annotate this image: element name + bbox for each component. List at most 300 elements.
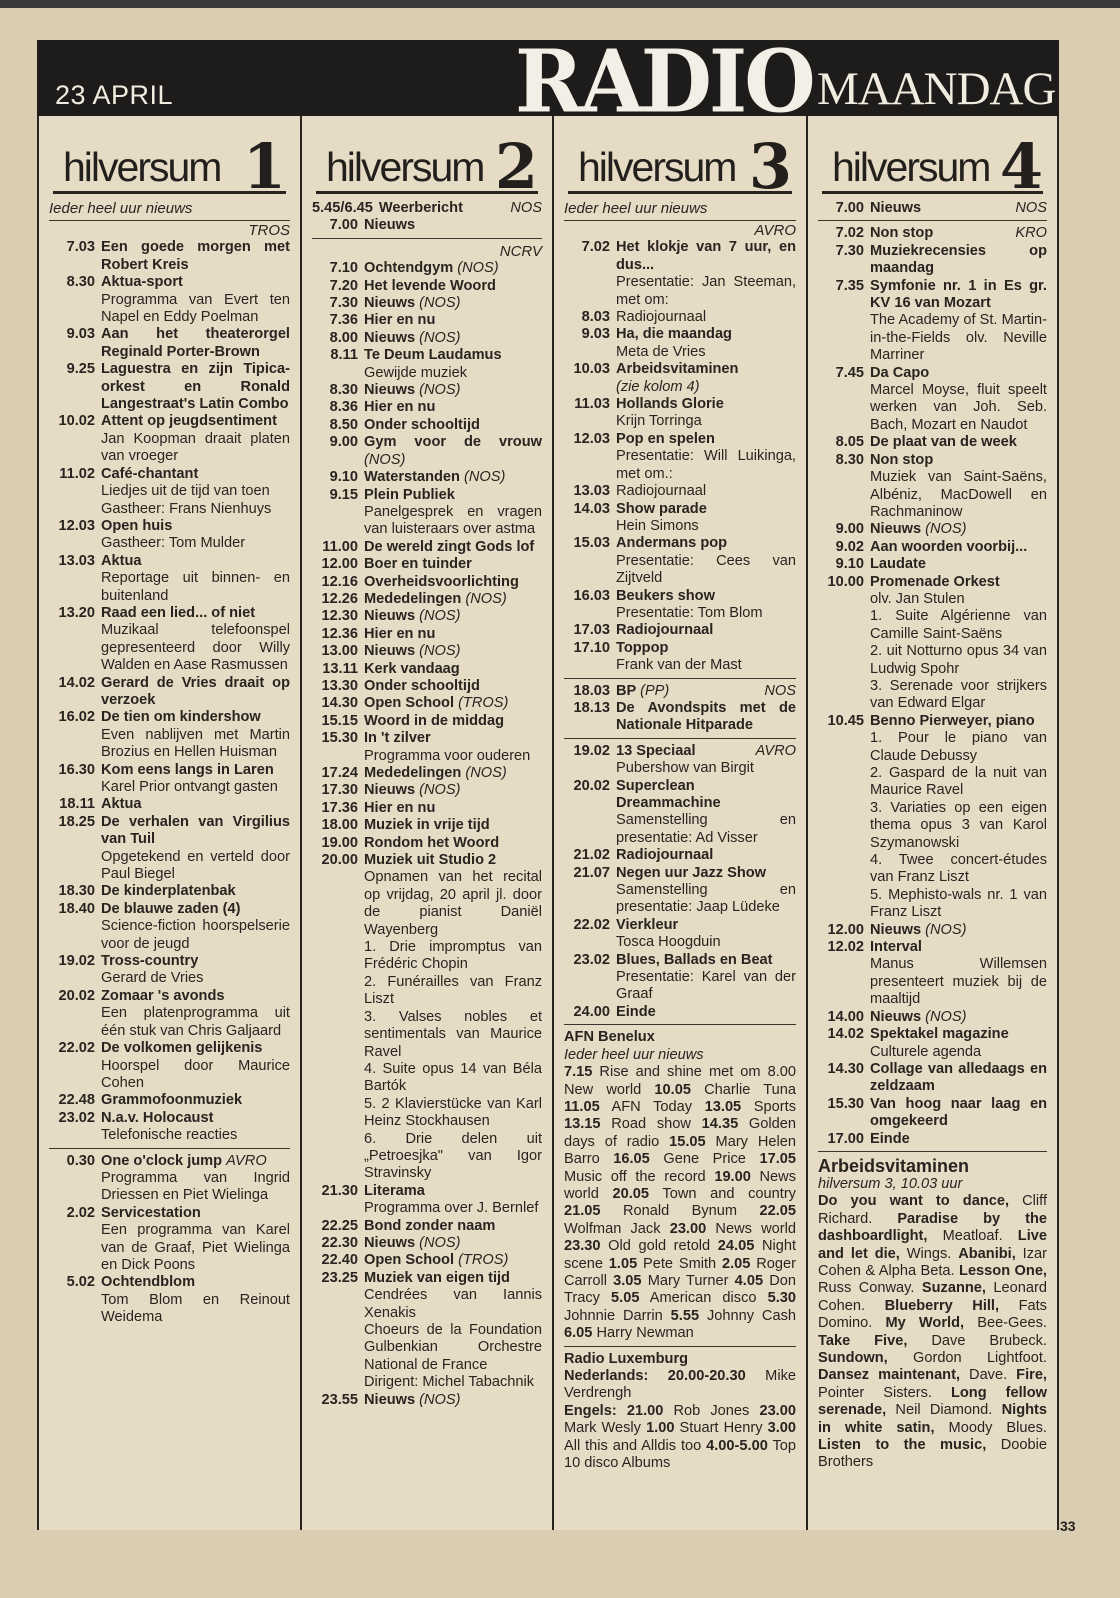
program-title: One o'clock jump (101, 1152, 223, 1169)
program-time: 7.03 (66, 239, 95, 256)
bold-segment: 11.05 (564, 1098, 600, 1115)
program-title: Tross-country (101, 953, 199, 970)
text-segment: News world (564, 1168, 796, 1202)
station-name: hilversum (63, 144, 221, 190)
program-time: 12.03 (573, 430, 610, 447)
program-title: Blues, Ballads en Beat (616, 951, 773, 968)
program-listing (818, 922, 1047, 939)
program-listing (312, 835, 542, 852)
program-title-line (364, 1183, 542, 1200)
program-time: 12.36 (321, 625, 358, 642)
program-listing (564, 483, 796, 500)
program-title: Nieuws (870, 200, 922, 216)
program-listing (564, 778, 796, 848)
program-time: 22.48 (58, 1092, 95, 1109)
program-listing (818, 1061, 1047, 1096)
program-listing (312, 1392, 542, 1409)
program-title: Kerk vandaag (364, 660, 460, 677)
scan-top-edge (0, 0, 1120, 8)
text-segment: Johnny Cash (699, 1307, 796, 1324)
program-title: Muziek uit Studio 2 (364, 852, 497, 869)
text-segment: Sports (741, 1098, 796, 1115)
program-title-line (101, 518, 290, 535)
text-segment: AFN Today (599, 1098, 705, 1115)
bold-segment: 19.00 (714, 1168, 751, 1185)
program-description: Dirigent: Michel Tabachnik (364, 1374, 535, 1391)
program-title-line (616, 326, 796, 343)
station-name: hilversum (578, 144, 736, 190)
program-description: Muziek van Saint-Saëns, Albéniz, MacDowell en Rachmaninow (870, 469, 1047, 520)
program-description: 2. uit Notturno opus 34 van Ludwig Spohr (870, 643, 1047, 677)
broadcaster-tag: (TROS) (458, 1252, 509, 1269)
program-description: 3. Valses nobles et sentimentals van Maurice Ravel (364, 1008, 542, 1060)
program-title-line (364, 487, 542, 504)
program-title-line (101, 709, 290, 726)
program-listing (312, 643, 542, 660)
program-listing (312, 695, 542, 712)
section-subtitle: hilversum 3, 10.03 uur (818, 1175, 963, 1192)
program-time: 22.30 (321, 1234, 358, 1251)
program-title-line (616, 952, 796, 969)
text-segment: Wings. (899, 1245, 959, 1262)
program-time: 9.00 (329, 434, 358, 451)
bold-segment: 1.05 (608, 1255, 638, 1272)
program-title: Nieuws (364, 1234, 416, 1251)
program-time: 11.02 (59, 465, 95, 482)
program-title: Aktua (101, 552, 142, 569)
program-description: Programma van Ingrid Driessen en Piet Wielinga (101, 1169, 290, 1204)
program-listing (312, 260, 542, 277)
program-title: De verhalen van Virgilius van Tuil (101, 813, 290, 848)
program-listing (312, 330, 542, 347)
program-title-line (101, 326, 290, 361)
text-segment: Stuart Henry (674, 1420, 768, 1437)
bold-segment: 13.15 (564, 1116, 601, 1133)
program-title-line (364, 643, 542, 660)
program-time: 9.02 (835, 538, 864, 555)
program-listing (312, 382, 542, 399)
text-segment: Charlie Tuna (690, 1081, 796, 1098)
program-title-line (364, 417, 542, 434)
program-title: Aan het theaterorgel Reginald Porter-Brown (101, 326, 290, 360)
program-listing (312, 469, 542, 486)
program-time: 7.00 (835, 200, 864, 216)
program-time: 20.02 (573, 777, 610, 794)
text-segment: Gordon Lightfoot. (887, 1350, 1047, 1366)
program-listing (564, 535, 796, 587)
program-time: 16.30 (58, 761, 95, 778)
program-title-line (870, 539, 1047, 556)
program-title-line (101, 883, 290, 900)
program-listing (312, 852, 542, 1183)
program-title-line (870, 225, 1047, 242)
program-title-line (101, 605, 290, 622)
program-time: 18.25 (58, 813, 95, 830)
program-title: Hier en nu (364, 625, 436, 642)
program-time: 8.11 (330, 347, 358, 364)
program-title-line (616, 309, 796, 326)
program-listing (818, 556, 1047, 573)
program-listing (49, 1274, 290, 1326)
program-time: 13.00 (321, 643, 358, 660)
text-segment: Mary Helen Barro (564, 1133, 796, 1168)
program-time: 18.00 (321, 817, 358, 834)
program-title-line (870, 521, 1047, 538)
text-segment: Don Tracy (564, 1272, 796, 1307)
station-number: 4 (999, 130, 1043, 203)
station-number: 3 (748, 130, 792, 203)
program-title: Hier en nu (364, 399, 436, 416)
program-description: 2. Funérailles van Franz Liszt (364, 973, 542, 1008)
program-title-line (364, 382, 542, 399)
program-title: Ochtendgym (364, 260, 454, 277)
bold-segment: 17.05 (759, 1151, 796, 1168)
broadcaster-label: KRO (1015, 225, 1047, 242)
program-description: Presentatie: Jan Steeman, met om: (616, 274, 796, 308)
program-title: Radiojournaal (616, 847, 714, 864)
station-number: 1 (242, 130, 286, 203)
text-segment: Johnnie Darrin (564, 1307, 671, 1324)
program-title: Woord in de middag (364, 712, 504, 729)
program-time: 16.03 (573, 587, 610, 604)
bold-segment: 14.35 (701, 1116, 739, 1133)
program-listing (312, 678, 542, 695)
program-title: Onder schooltijd (364, 416, 480, 433)
broadcaster-label: AVRO (755, 742, 796, 759)
bold-segment: 10.05 (654, 1081, 691, 1098)
program-title: Radiojournaal (616, 483, 707, 500)
program-time: 12.03 (58, 517, 95, 534)
program-title-line (616, 622, 796, 639)
program-title-line (364, 539, 542, 556)
text-segment: Mark Wesly (564, 1420, 647, 1437)
program-title: Nieuws (364, 1391, 416, 1408)
program-listing (564, 431, 796, 483)
program-listing (564, 309, 796, 326)
program-time: 17.10 (573, 639, 610, 656)
program-listing (49, 413, 290, 465)
program-title: Nieuws (870, 921, 922, 938)
program-time: 7.30 (329, 295, 358, 312)
program-time: 8.30 (66, 274, 95, 291)
program-description: Frank van der Mast (616, 657, 742, 674)
text-segment: Neil Diamond. (886, 1402, 1002, 1419)
program-time: 7.02 (835, 225, 864, 242)
program-title: Aan woorden voorbij... (870, 538, 1028, 555)
program-title: Open School (364, 1252, 454, 1269)
program-listing (564, 1004, 796, 1021)
program-title-line (870, 1026, 1047, 1043)
program-time: 10.02 (58, 413, 95, 430)
program-time: 8.05 (835, 434, 864, 451)
program-listing (312, 626, 542, 643)
bold-segment: 4.00-5.00 (706, 1437, 768, 1454)
text-segment: Rob Jones (663, 1402, 760, 1419)
program-time: 15.30 (321, 730, 358, 747)
program-listing (564, 640, 796, 675)
program-title-line (870, 243, 1047, 278)
section-paragraph (564, 1064, 796, 1343)
program-title: Weerbericht (378, 200, 463, 216)
bold-segment: Take Five, (818, 1332, 908, 1349)
program-description: Tom Blom en Reinout Weidema (101, 1291, 290, 1326)
program-note: (zie kolom 4) (616, 378, 700, 395)
text-segment: Golden days of radio (564, 1116, 796, 1150)
program-time: 5.45/6.45 (312, 200, 373, 216)
bold-segment: Nights in white satin, (818, 1402, 1047, 1436)
program-title-line (616, 743, 796, 760)
bold-segment: Sundown, (818, 1350, 888, 1366)
divider (312, 238, 542, 239)
program-description: 5. Mephisto-wals nr. 1 van Franz Liszt (870, 886, 1047, 921)
text-segment: Pointer Sisters. (818, 1384, 951, 1401)
text-segment: Fats Domino. (818, 1297, 1047, 1332)
text-segment: Cliff Richard. (818, 1193, 1047, 1227)
program-time: 7.30 (835, 242, 864, 259)
program-title-line (364, 469, 542, 486)
text-segment: Dave. (960, 1367, 1017, 1384)
program-listing (818, 539, 1047, 556)
section-paragraph (818, 1193, 1047, 1472)
section-heading: Arbeidsvitaminen (818, 1155, 970, 1176)
program-time: 15.03 (573, 535, 610, 552)
program-time: 18.13 (573, 699, 610, 716)
program-title-line (364, 765, 542, 782)
page-header (37, 31, 1059, 133)
program-listing (49, 1092, 290, 1109)
bold-segment: 16.05 (613, 1151, 650, 1168)
program-listing (564, 326, 796, 361)
program-title-line (364, 678, 542, 695)
program-title: Laudate (870, 556, 926, 573)
bold-segment: 4.05 (734, 1272, 764, 1289)
program-listing (564, 683, 796, 700)
program-listing (818, 713, 1047, 922)
program-listing (312, 713, 542, 730)
column-hilversum-2 (300, 116, 552, 1530)
program-title: Nieuws (364, 608, 416, 625)
program-title: Nieuws (364, 295, 416, 312)
program-title-line (870, 939, 1047, 956)
program-title: Muziek in vrije tijd (364, 817, 490, 834)
program-time: 19.02 (58, 953, 95, 970)
program-title-line (616, 865, 796, 882)
program-description: Pubershow van Birgit (616, 760, 754, 777)
program-title: Te Deum Laudamus (364, 347, 502, 364)
program-title-line (870, 1096, 1047, 1131)
program-title-line (364, 574, 542, 591)
program-time: 18.11 (59, 796, 95, 813)
program-listing (564, 361, 796, 396)
program-listing (312, 556, 542, 573)
program-time: 8.36 (329, 399, 358, 416)
program-listing (818, 1009, 1047, 1026)
broadcaster-tag: (NOS) (419, 1391, 461, 1408)
program-time: 14.30 (827, 1060, 864, 1077)
station-heading (53, 116, 286, 203)
program-time: 9.10 (329, 469, 358, 486)
program-listing (312, 765, 542, 782)
program-title: Nieuws (364, 329, 416, 346)
radio-listings-page (37, 31, 1059, 1530)
program-title: Nieuws (870, 1008, 922, 1025)
program-title: Aktua-sport (101, 274, 183, 291)
program-title: Hier en nu (364, 799, 436, 816)
program-listing (49, 518, 290, 553)
text-segment: Top 10 disco Albums (564, 1437, 796, 1472)
program-listing (312, 539, 542, 556)
program-listing (49, 762, 290, 797)
program-title: Overheidsvoorlichting (364, 573, 519, 590)
program-time: 12.02 (827, 939, 864, 956)
program-time: 17.30 (321, 782, 358, 799)
program-time: 21.30 (321, 1182, 358, 1199)
divider (49, 1148, 290, 1149)
program-description: Karel Prior ontvangt gasten (101, 779, 278, 795)
bold-segment: 13.05 (704, 1098, 742, 1115)
program-time: 7.20 (329, 277, 358, 294)
program-listing (312, 574, 542, 591)
program-title: Einde (870, 1130, 910, 1147)
program-title: Symfonie nr. 1 in Es gr. KV 16 van Mozart (870, 277, 1047, 312)
broadcaster-tag: (NOS) (419, 608, 461, 625)
section-subtitle: Ieder heel uur nieuws (564, 1046, 704, 1063)
program-description: 1. Suite Algérienne van Camille Saint-Saëns (870, 608, 1047, 642)
program-description: olv. Jan Stulen (870, 590, 965, 607)
program-description: 3. Serenade voor strijkers van Edward Elgar (870, 677, 1047, 712)
program-title-line (616, 778, 796, 813)
program-time: 22.02 (573, 916, 610, 933)
program-title-line (364, 1218, 542, 1235)
program-listing (49, 988, 290, 1040)
program-title-line (101, 675, 290, 710)
program-description: Samenstelling en presentatie: Ad Visser (616, 812, 796, 846)
program-time: 14.00 (827, 1008, 864, 1025)
text-segment: Mike Verdrengh (564, 1368, 796, 1402)
bold-segment: 15.05 (669, 1133, 706, 1150)
program-title: Non stop (870, 451, 934, 468)
text-segment: Meatloaf. (927, 1228, 1018, 1245)
program-time: 12.00 (321, 556, 358, 573)
program-description: 1. Pour le piano van Claude Debussy (870, 730, 1047, 764)
program-title-line (616, 847, 796, 864)
program-title-line (870, 278, 1047, 313)
program-title: Interval (870, 939, 922, 956)
broadcaster-tag: (NOS) (419, 329, 461, 346)
program-title-line (364, 835, 542, 852)
program-description: Choeurs de la Foundation Gulbenkian Orchestre National de France (364, 1322, 542, 1373)
program-time: 18.30 (58, 883, 95, 900)
program-time: 16.02 (58, 709, 95, 726)
program-title-line (101, 1040, 290, 1057)
program-title: Nieuws (870, 521, 922, 538)
program-title: Nieuws (364, 217, 416, 234)
program-description: Gastheer: Frans Nienhuys (101, 500, 272, 517)
program-listing (312, 800, 542, 817)
program-time: 10.00 (827, 573, 864, 590)
program-description: Opnamen van het recital op vrijdag, 20 april jl. door de pianist Daniël Wayenberg (364, 869, 542, 938)
program-description: Marcel Moyse, fluit speelt werken van Joh. Seb. Bach, Mozart en Naudot (870, 382, 1047, 433)
program-listing (49, 466, 290, 518)
program-title: Boer en tuinder (364, 556, 472, 573)
bold-segment: 6.05 (564, 1325, 593, 1342)
text-segment: Gene Price (649, 1151, 760, 1168)
bold-segment: Nederlands: 20.00-20.30 (564, 1368, 746, 1384)
program-title: Café-chantant (101, 465, 199, 482)
program-title-line (616, 640, 796, 657)
news-note: Ieder heel uur nieuws (564, 200, 796, 221)
program-title: Aktua (101, 796, 142, 813)
program-listing (312, 312, 542, 329)
program-title: Einde (616, 1003, 656, 1020)
program-listing (49, 239, 290, 274)
program-description: Een platenprogramma uit één stuk van Chris Galjaard (101, 1005, 290, 1039)
program-title: Radiojournaal (616, 309, 707, 326)
program-title: Kom eens langs in Laren (101, 761, 274, 778)
bold-segment: 1.00 (646, 1420, 675, 1437)
program-title: Beukers show (616, 587, 715, 604)
program-time: 17.24 (321, 765, 358, 781)
program-description: Gastheer: Tom Mulder (101, 535, 246, 552)
program-title: Hier en nu (364, 312, 436, 329)
program-listing (312, 399, 542, 416)
bold-segment: 23.30 (564, 1238, 601, 1255)
text-segment: Dave Brubeck. (907, 1332, 1047, 1349)
broadcaster-tag: (NOS) (925, 1008, 967, 1025)
bold-segment: 24.05 (717, 1238, 755, 1255)
program-title: Show parade (616, 500, 707, 517)
program-listing (312, 661, 542, 678)
program-listing (312, 295, 542, 312)
broadcaster-tag: (NOS) (419, 295, 461, 312)
program-title-line (364, 556, 542, 573)
text-segment: Pete Smith (637, 1255, 723, 1272)
program-title-line (870, 1009, 1047, 1026)
text-segment: Moody Blues. (934, 1419, 1047, 1436)
program-title: Negen uur Jazz Show (616, 864, 767, 881)
program-description: Gerard de Vries (101, 970, 204, 987)
program-listing (49, 1153, 290, 1205)
text-segment: Doobie Brothers (818, 1437, 1047, 1471)
program-time: 24.00 (573, 1003, 610, 1020)
text-segment: Izar Cohen & Alpha Beta. (818, 1245, 1047, 1279)
program-title-line (616, 396, 796, 413)
program-time: 19.00 (321, 834, 358, 851)
program-title-line (101, 796, 290, 813)
program-title-line (870, 713, 1047, 730)
program-title-line (364, 295, 542, 312)
program-title-line (616, 588, 796, 605)
program-listing (312, 487, 542, 539)
program-time: 21.07 (573, 864, 610, 881)
program-time: 21.02 (573, 847, 610, 864)
program-time: 12.26 (321, 590, 358, 607)
program-description: Cendrées van Iannis Xenakis (364, 1287, 542, 1321)
program-time: 9.03 (66, 326, 95, 343)
text-segment: Music off the record (564, 1168, 715, 1185)
program-listing (312, 417, 542, 434)
broadcaster-label: NOS (764, 682, 796, 699)
program-title: Promenade Orkest (870, 573, 1000, 590)
program-title: Mededelingen (364, 765, 462, 781)
broadcaster-tag: (NOS) (419, 382, 461, 399)
program-listing (564, 622, 796, 639)
program-title: De kinderplatenbak (101, 883, 236, 900)
program-listing (49, 1040, 290, 1092)
divider (818, 1151, 1047, 1152)
program-title: In 't zilver (364, 730, 431, 747)
program-time: 15.30 (827, 1095, 864, 1112)
